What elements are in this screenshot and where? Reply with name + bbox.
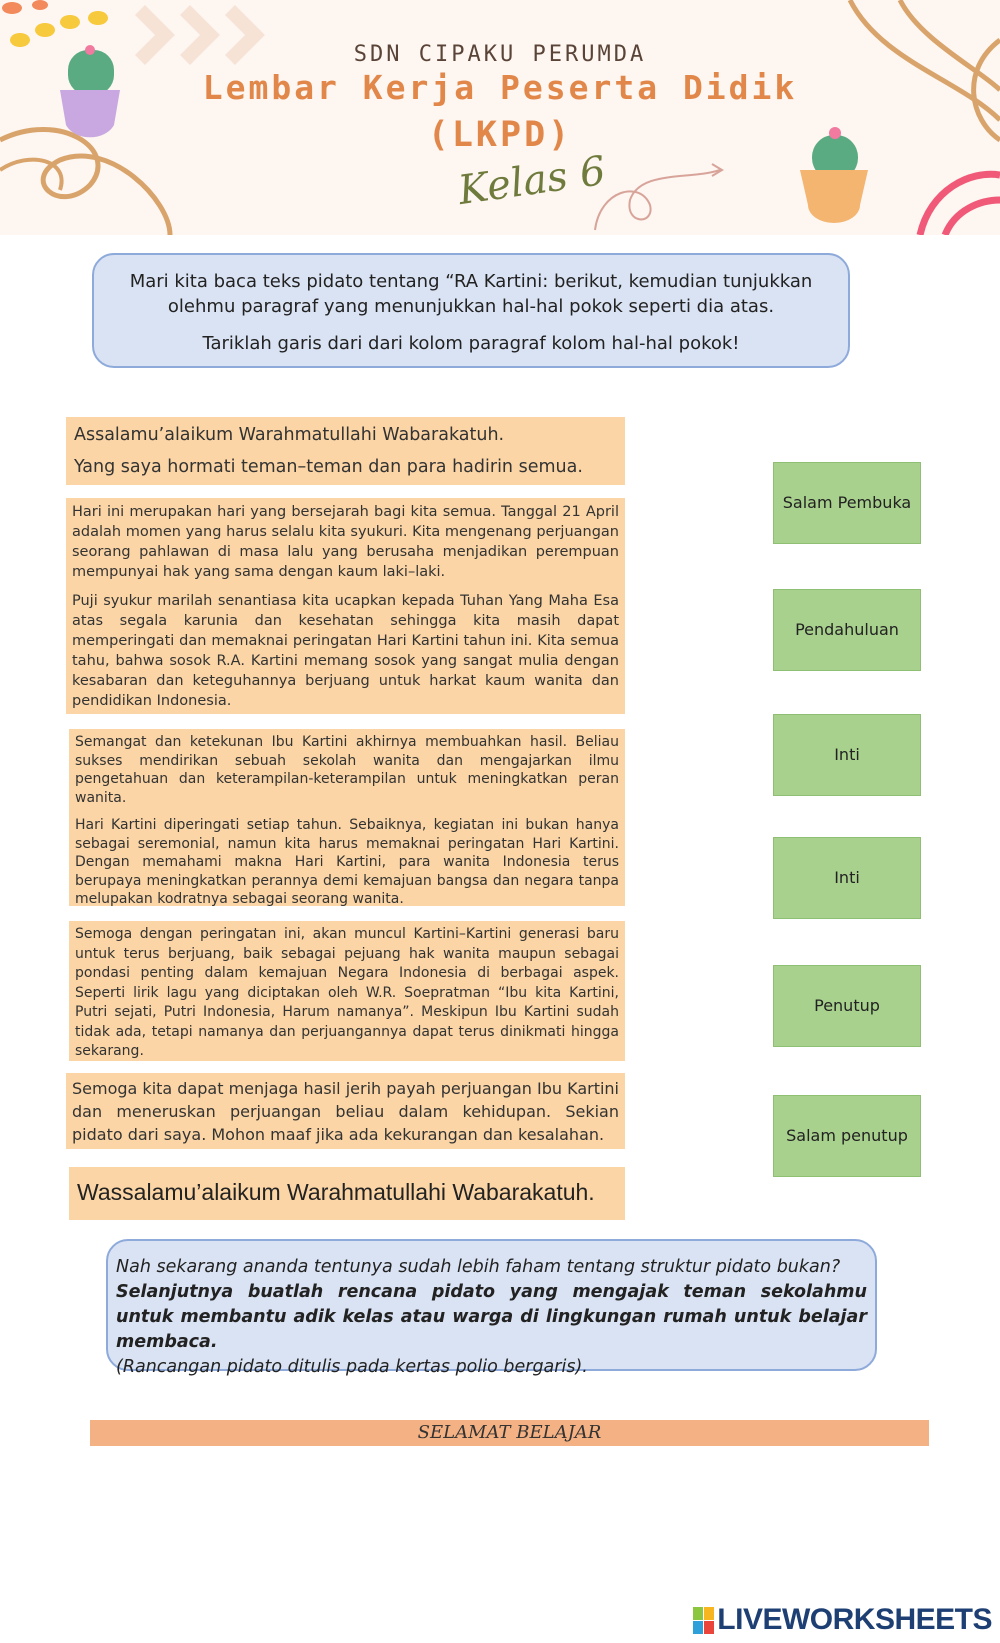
- paragraph-body[interactable]: [69, 729, 625, 906]
- paragraph-introduction[interactable]: [66, 498, 625, 714]
- task-question: Nah sekarang ananda tentunya sudah lebih faham tentang struktur pidato bukan?: [116, 1257, 841, 1277]
- part-inti[interactable]: Inti: [773, 714, 921, 796]
- logo-text: LIVEWORKSHEETS: [717, 1603, 992, 1636]
- paragraph-text: Hari Kartini diperingati setiap tahun. Sebaiknya, kegiatan ini bukan hanya sebagai seremonial, namun kita harus memaknai peringatan Hari Kartini. Dengan memahami makna Hari Kartini, para wanita Indonesia terus berupaya meningkatkan perannya demi kemajuan bangsa dan negara tanpa melupakan kodratnya sebagai seorang wanita.: [75, 817, 619, 907]
- paragraph-text: Hari ini merupakan hari yang bersejarah bagi kita semua. Tanggal 21 April adalah momen yang harus selalu kita syukuri. Kita mengenang perjuangan seorang pahlawan di masa lalu yang berusaha menjadikan perempuan mempunyai hak yang sama dengan kaum laki–laki.: [72, 504, 619, 580]
- instructions-text: Mari kita baca teks pidato tentang “RA Kartini: berikut, kemudian tunjukkan olehmu paragraf yang menunjukkan hal-hal pokok seperti dia atas.: [129, 271, 813, 317]
- paragraph-body-2[interactable]: [69, 921, 625, 1061]
- part-salam-penutup[interactable]: Salam penutup: [773, 1095, 921, 1177]
- paragraph-text: Semoga kita dapat menjaga hasil jerih payah perjuangan Ibu Kartini dan meneruskan perjuangan beliau dalam kehidupan. Sekian pidato dari saya. Mohon maaf jika ada kekurangan dan kesalahan.: [72, 1079, 619, 1144]
- paragraph-closing-greeting[interactable]: [69, 1167, 625, 1220]
- greeting-line: Assalamu’alaikum Warahmatullahi Wabarakatuh.: [74, 425, 505, 445]
- worksheet-subtitle: (LKPD): [427, 115, 573, 155]
- school-name: SDN CIPAKU PERUMDA: [353, 42, 647, 67]
- closing-greeting-text: Wassalamu’alaikum Warahmatullahi Wabarakatuh.: [77, 1179, 595, 1205]
- paragraph-text: Puji syukur marilah senantiasa kita ucapkan kepada Tuhan Yang Maha Esa atas segala karunia dan kesehatan sehingga kita masih dapat memperingati dan memaknai peringatan Hari Kartini tahun ini. Kita semua tahu, bahwa sosok R.A. Kartini memang sosok yang sangat mulia dengan kesabaran dan keteguhannya berjuang untuk harkat kaum wanita dan pendidikan Indonesia.: [72, 593, 619, 709]
- part-pendahuluan[interactable]: Pendahuluan: [773, 589, 921, 671]
- header-banner: [0, 0, 1000, 235]
- grade-label: Kelas 6: [455, 147, 609, 215]
- worksheet-title: Lembar Kerja Peserta Didik: [202, 68, 798, 107]
- task-note: (Rancangan pidato ditulis pada kertas polio bergaris).: [116, 1357, 588, 1377]
- instructions-task: Tariklah garis dari dari kolom paragraf kolom hal-hal pokok!: [202, 333, 740, 354]
- part-salam-pembuka[interactable]: Salam Pembuka: [773, 462, 921, 544]
- paragraph-text: Semoga dengan peringatan ini, akan muncul Kartini–Kartini generasi baru untuk terus berjuang, baik sebagai pejuang hak wanita maupun sebagai pondasi penting dalam kemajuan Negara Indonesia di berbagai aspek. Seperti lirik lagu yang diciptakan oleh W.R. Soepratman “Ibu kita Kartini, Putri sejati, Putri Indonesia, Harum namanya”. Meskipun Ibu Kartini sudah tidak ada, tetapi namanya dan perjuangannya dapat terus dinikmati hingga sekarang.: [75, 926, 619, 1059]
- task-box: [106, 1239, 877, 1377]
- logo-grid-icon: [693, 1607, 714, 1634]
- liveworksheets-logo[interactable]: [693, 1603, 992, 1637]
- closing-banner: SELAMAT BELAJAR: [90, 1420, 929, 1446]
- paragraph-conclusion[interactable]: [66, 1073, 625, 1149]
- instructions-box: [92, 253, 850, 368]
- part-penutup[interactable]: Penutup: [773, 965, 921, 1047]
- paragraph-opening-greeting[interactable]: [66, 417, 625, 485]
- greeting-line: Yang saya hormati teman–teman dan para hadirin semua.: [74, 457, 583, 477]
- part-inti-2[interactable]: Inti: [773, 837, 921, 919]
- paragraph-text: Semangat dan ketekunan Ibu Kartini akhirnya membuahkan hasil. Beliau sukses mendirikan sebuah sekolah wanita dan mengajarkan ilmu pengetahuan dan keterampilan-keterampilan untuk meningkatkan peran wanita.: [75, 734, 619, 806]
- task-instruction: Selanjutnya buatlah rencana pidato yang mengajak teman sekolahmu untuk membantu adik kelas atau warga di lingkungan rumah untuk belajar membaca.: [116, 1282, 867, 1352]
